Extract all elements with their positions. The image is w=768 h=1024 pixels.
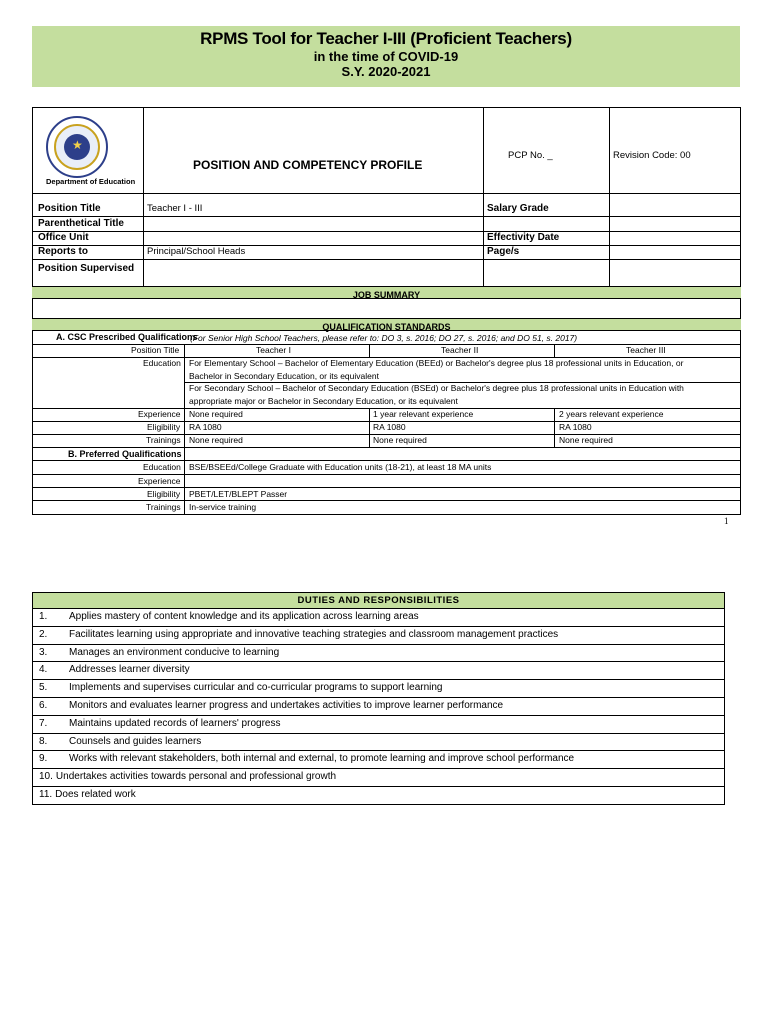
- duty-number: 9.: [39, 753, 48, 765]
- duty-item: [33, 662, 724, 680]
- page-number: 1: [724, 516, 729, 526]
- reports-to-value: Principal/School Heads: [147, 246, 246, 257]
- trainings-teacher-3: None required: [559, 435, 613, 445]
- duty-number: 3.: [39, 646, 48, 658]
- duty-number: 2.: [39, 628, 48, 640]
- eligibility-teacher-1: RA 1080: [189, 422, 222, 432]
- reports-to-label: Reports to: [38, 246, 88, 257]
- department-label: Department of Education: [46, 177, 136, 186]
- experience-teacher-3: 2 years relevant experience: [559, 409, 664, 419]
- trainings-teacher-1: None required: [189, 435, 243, 445]
- duty-number: 5.: [39, 682, 48, 694]
- duty-number: 8.: [39, 735, 48, 747]
- eligibility-teacher-3: RA 1080: [559, 422, 592, 432]
- position-title-value: Teacher I - III: [147, 203, 203, 214]
- trainings-teacher-2: None required: [373, 435, 427, 445]
- duty-text: Implements and supervises curricular and co-curricular programs to support learning: [69, 682, 443, 694]
- trainings-label: Trainings: [146, 435, 181, 445]
- duty-text: Monitors and evaluates learner progress and undertakes activities to improve learner performance: [69, 699, 504, 711]
- duty-number: 7.: [39, 717, 48, 729]
- experience-teacher-2: 1 year relevant experience: [373, 409, 474, 419]
- duty-number: 11.: [39, 788, 53, 800]
- pref-education-label: Education: [143, 462, 181, 472]
- education-elementary-line1: For Elementary School – Bachelor of Elementary Education (BEEd) or Bachelor's degree plus 18 professional units in Education, or: [189, 358, 684, 368]
- duty-item: [33, 751, 724, 769]
- education-elementary-line2: Bachelor in Secondary Education, or its equivalent: [189, 371, 379, 381]
- qualification-standards-header: QUALIFICATION STANDARDS: [32, 318, 741, 331]
- duty-item: [33, 627, 724, 645]
- duty-item: [33, 698, 724, 716]
- duty-item: [33, 609, 724, 627]
- duty-item: [33, 716, 724, 734]
- education-secondary-line1: For Secondary School – Bachelor of Secondary Education (BSEd) or Bachelor's degree plus 18 professional units in Education with: [189, 383, 684, 393]
- revision-code: Revision Code: 00: [613, 150, 691, 161]
- duty-number: 10.: [39, 771, 53, 783]
- duty-item: [33, 645, 724, 663]
- profile-title: POSITION AND COMPETENCY PROFILE: [193, 158, 423, 172]
- column-teacher-2: Teacher II: [441, 345, 479, 355]
- duty-item: [33, 680, 724, 698]
- document-subtitle: in the time of COVID-19: [313, 49, 459, 64]
- pref-experience-label: Experience: [138, 476, 181, 486]
- position-supervised-label: Position Supervised: [38, 263, 135, 274]
- deped-seal-logo: ★: [46, 116, 108, 178]
- duty-text: Counsels and guides learners: [69, 735, 202, 747]
- experience-label: Experience: [138, 409, 181, 419]
- duty-item: [33, 769, 724, 787]
- duty-item: [33, 787, 724, 804]
- pref-trainings-label: Trainings: [146, 502, 181, 512]
- duty-text: Applies mastery of content knowledge and its application across learning areas: [69, 611, 419, 622]
- duty-text: Works with relevant stakeholders, both internal and external, to promote learning and improve school performance: [69, 753, 575, 765]
- pages-label: Page/s: [487, 246, 520, 257]
- parenthetical-title-label: Parenthetical Title: [38, 218, 124, 229]
- duty-number: 6.: [39, 699, 48, 711]
- title-banner: [32, 26, 740, 87]
- duty-text: Facilitates learning using appropriate and innovative teaching strategies and classroom management practices: [69, 628, 559, 640]
- column-teacher-3: Teacher III: [626, 345, 666, 355]
- pref-eligibility-value: PBET/LET/BLEPT Passer: [189, 489, 288, 499]
- duty-text: Does related work: [55, 788, 136, 800]
- duty-text: Maintains updated records of learners' progress: [69, 717, 281, 729]
- salary-grade-label: Salary Grade: [487, 203, 549, 214]
- csc-note: (For Senior High School Teachers, please refer to: DO 3, s. 2016; DO 27, s. 2016; and DO 51, s. 2017): [190, 333, 578, 343]
- preferred-qualifications-label: B. Preferred Qualifications: [68, 449, 182, 459]
- duty-text: Manages an environment conducive to learning: [69, 646, 280, 658]
- position-title-label: Position Title: [38, 203, 101, 214]
- position-title-col-label: Position Title: [131, 345, 180, 355]
- education-label: Education: [143, 358, 181, 368]
- eligibility-teacher-2: RA 1080: [373, 422, 406, 432]
- duties-heading: DUTIES AND RESPONSIBILITIES: [33, 593, 724, 609]
- education-secondary-line2: appropriate major or Bachelor in Secondary Education, or its equivalent: [189, 396, 458, 406]
- duty-item: [33, 734, 724, 752]
- pref-education-value: BSE/BSEEd/College Graduate with Education units (18-21), at least 18 MA units: [189, 462, 492, 472]
- eligibility-label: Eligibility: [147, 422, 181, 432]
- pcp-number: PCP No. _: [508, 150, 553, 161]
- csc-qualifications-label: A. CSC Prescribed Qualifications: [56, 332, 198, 342]
- school-year: S.Y. 2020-2021: [341, 64, 431, 79]
- job-summary-header: JOB SUMMARY: [32, 286, 741, 299]
- duty-number: 1.: [39, 611, 48, 622]
- duty-number: 4.: [39, 664, 48, 676]
- document-title: RPMS Tool for Teacher I-III (Proficient Teachers): [200, 29, 572, 48]
- experience-teacher-1: None required: [189, 409, 243, 419]
- column-teacher-1: Teacher I: [256, 345, 291, 355]
- duty-text: Addresses learner diversity: [69, 664, 190, 676]
- effectivity-date-label: Effectivity Date: [487, 232, 560, 243]
- duties-table: [32, 592, 725, 805]
- office-unit-label: Office Unit: [38, 232, 89, 243]
- duty-text: Undertakes activities towards personal and professional growth: [55, 771, 337, 783]
- pref-eligibility-label: Eligibility: [147, 489, 181, 499]
- pref-trainings-value: In-service training: [189, 502, 257, 512]
